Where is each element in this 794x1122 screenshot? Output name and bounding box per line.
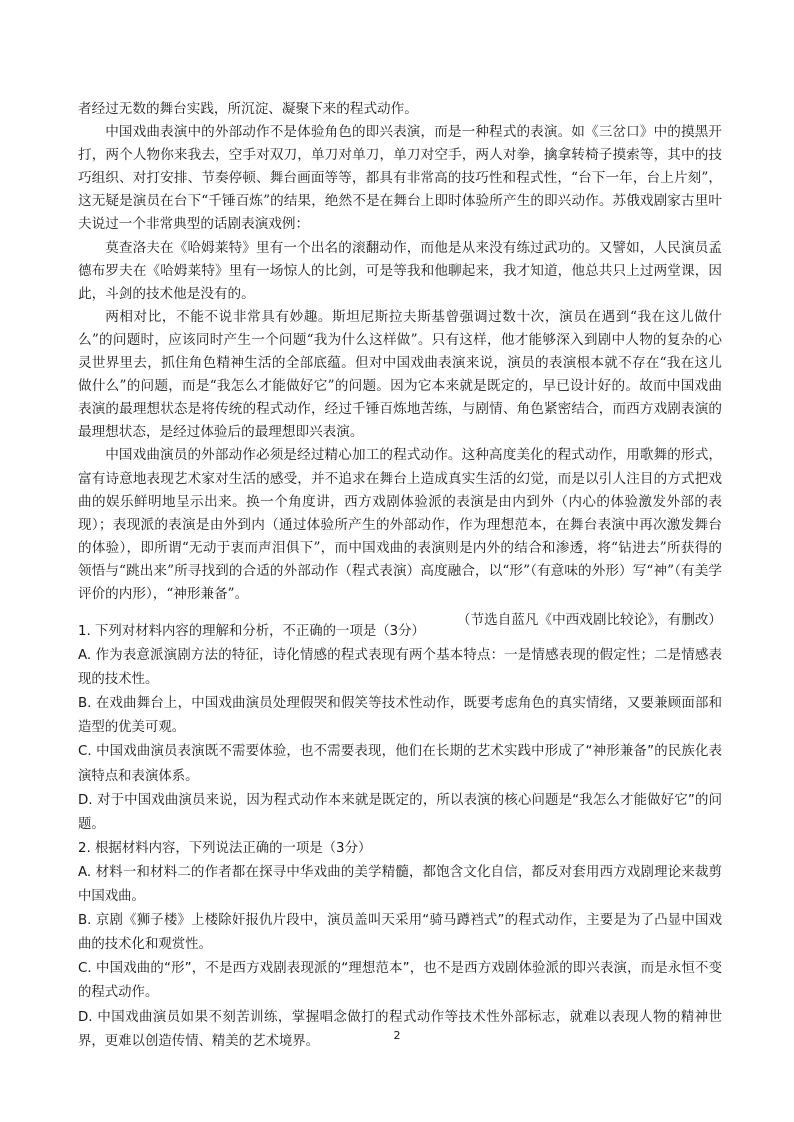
passage-paragraph: 中国戏曲表演中的外部动作不是体验角色的即兴表演，而是一种程式的表演。如《三岔口》中的摸黑开打，两个人物你来我去，空手对双刀，单刀对单刀，单刀对空手，两人对拳，擒拿转椅子摸索等，其中的技巧组织、对打安排、节奏停顿、舞台画面等等，都具有非常高的技巧性和程式性，“台下一年，台上片刻”，这无疑是演员在台下“千锤百炼”的结果，绝然不是在舞台上即时体验所产生的即兴动作。苏俄戏剧家古里叶夫说过一个非常典型的话剧表演戏例： (78, 124, 722, 233)
passage-paragraph: 两相对比，不能不说非常具有妙趣。斯坦尼斯拉夫斯基曾强调过数十次，演员在遇到“我在这儿做什么”的问题时，应该同时产生一个问题“我为什么这样做”。只有这样，他才能够深入到剧中人物的复杂的心灵世界里去，抓住角色精神生活的全部底蕴。但对中国戏曲表演来说，演员的表演根本就不存在“我在这儿做什么”的问题，而是“我怎么才能做好它”的问题。因为它本来就是既定的，早已设计好的。故而中国戏曲表演的最理想状态是将传统的程式动作，经过千锤百炼地苦练，与剧情、角色紧密结合，而西方戏剧表演的最理想状态，是经过体验后的最理想即兴表演。 (78, 308, 722, 441)
option-a: A. 作为表意派演剧方法的特征，诗化情感的程式表现有两个基本特点：一是情感表现的假定性；二是情感表现的技术性。 (78, 648, 722, 688)
questions-section (78, 620, 722, 1054)
question-2 (78, 837, 722, 1054)
option-d: D. 对于中国戏曲演员来说，因为程式动作本来就是既定的，所以表演的核心问题是“我怎么才能做好它”的问题。 (78, 792, 722, 832)
page-number: 2 (393, 1029, 401, 1042)
option-a: A. 材料一和材料二的作者都在探寻中华戏曲的美学精髓，都饱含文化自信，都反对套用西方戏剧理论来裁剪中国戏曲。 (78, 864, 722, 905)
option-d: D. 中国戏曲演员如果不刻苦训练，掌握唱念做打的程式动作等技术性外部标志，就难以表现人物的精神世界，更难以创造传情、精美的艺术境界。 (78, 1009, 722, 1049)
passage-paragraph: 者经过无数的舞台实践，所沉淀、凝聚下来的程式动作。 (78, 101, 418, 117)
option-c: C. 中国戏曲的“形”，不是西方戏剧表现派的“理想范本”，也不是西方戏剧体验派的即兴表演，而是永恒不变的程式动作。 (78, 961, 722, 1001)
passage-paragraph: 中国戏曲演员的外部动作必须是经过精心加工的程式动作。这种高度美化的程式动作，用歌舞的形式，富有诗意地表现艺术家对生活的感受，并不追求在舞台上造成真实生活的幻觉，而是以引人注目的方式把戏曲的娱乐鲜明地呈示出来。换一个角度讲，西方戏剧体验派的表演是由内到外（内心的体验激发外部的表现）；表现派的表演是由外到内（通过体验所产生的外部动作，作为理想范本，在舞台表演中再次激发舞台的体验），即所谓“无动于衷而声泪俱下”，而中国戏曲的表演则是内外的结合和渗透，将“钻进去”所获得的领悟与“跳出来”所寻找到的合适的外部动作（程式表演）高度融合，以“形”（有意味的外形）写“神”（有美学评价的内形），“神形兼备”。 (78, 447, 722, 602)
option-b: B. 京剧《狮子楼》上楼除奸报仇片段中，演员盖叫天采用“骑马蹲裆式”的程式动作，主要是为了凸显中国戏曲的技术化和观赏性。 (78, 913, 722, 953)
question-stem: 2. 根据材料内容，下列说法正确的一项是（3分） (78, 840, 372, 856)
reading-passage (78, 98, 722, 632)
option-c: C. 中国戏曲演员表演既不需要体验，也不需要表现，他们在长期的艺术实践中形成了“神形兼备”的民族化表演特点和表演体系。 (78, 744, 722, 784)
question-1 (78, 620, 722, 837)
passage-quote: 莫查洛夫在《哈姆莱特》里有一个出名的滚翻动作，而他是从来没有练过武功的。又譬如，人民演员孟德布罗夫在《哈姆莱特》里有一场惊人的比剑，可是等我和他聊起来，我才知道，他总共只上过两堂课，因此，斗剑的技术他是没有的。 (78, 239, 722, 302)
question-stem: 1. 下列对材料内容的理解和分析，不正确的一项是（3分） (78, 624, 425, 639)
passage-source: （节选自蓝凡《中西戏剧比较论》，有删改） (456, 612, 722, 629)
option-b: B. 在戏曲舞台上，中国戏曲演员处理假哭和假笑等技术性动作，既要考虑角色的真实情绪，又要兼顾面部和造型的优美可观。 (78, 696, 722, 736)
